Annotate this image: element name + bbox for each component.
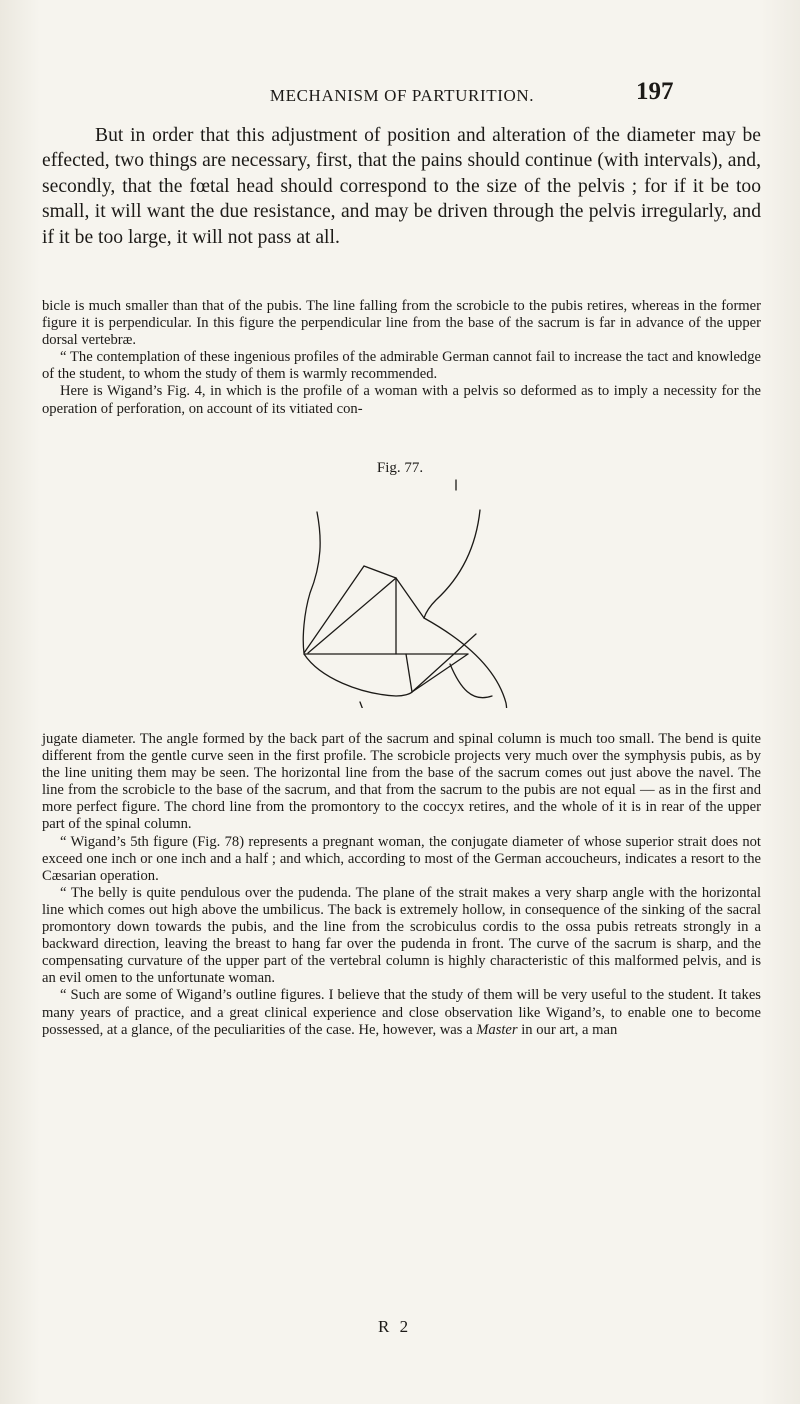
figure-line [412,634,476,692]
quote-paragraph: “ The contemplation of these ingenious profiles of the admirable German cannot fail to increase the tact and knowledge of the student, to whom the study of them is warmly recommended. [42,349,761,383]
figure-line [364,566,424,618]
final-text-end: in our art, a man [517,1021,618,1038]
figure-line [424,510,480,618]
quote-paragraph: Here is Wigand’s Fig. 4, in which is the profile of a woman with a pelvis so deformed as to imply a necessity for the operation of perforation, on account of its vitiated con- [42,383,761,417]
figure-line [424,618,507,708]
figure-line [450,664,492,698]
figure-line [304,654,412,696]
emphasized-word: Master [476,1021,518,1038]
main-paragraph: But in order that this adjustment of position and alteration of the diameter may be effected, two things are necessary, first, that the pains should continue (with intervals), and, secondly, that the fœtal head should correspond to the size of the pelvis ; for if it be too small, it will want the due resistance, and may be driven through the pelvis irregularly, and if it be too large, it will not pass at all. [42,125,761,248]
signature-mark: R 2 [378,1317,412,1336]
quote-paragraph: bicle is much smaller than that of the pubis. The line falling from the scrobicle to the pubis retires, whereas in the former figure it is perpendicular. In this figure the perpendicular line from the base of the sacrum is far in advance of the upper dorsal vertebræ. [42,298,761,349]
figure-caption: Fig. 77. [376,460,424,476]
figure-line [304,566,364,653]
figure-line [303,512,320,653]
figure-line [308,578,396,653]
figure-line [360,702,376,708]
pelvis-profile-figure [300,478,550,708]
figure-line [412,654,468,692]
quoted-text-upper [42,298,761,418]
figure-line [406,654,412,692]
final-text-start: “ Such are some of Wigand’s outline figures. I believe that the study of them will be very useful to the student. It takes many years of practice, and a great clinical experience and close observation like Wigand’s, to enable one to become possessed, at a glance, of the peculiarities of the case. He, however, was a [42,987,761,1038]
quote-paragraph: “ Wigand’s 5th figure (Fig. 78) represents a pregnant woman, the conjugate diameter of whose superior strait does not exceed one inch or one inch and a half ; and which, according to most of the German accoucheurs, indicates a resort to the Cæsarian operation. [42,833,761,884]
quote-paragraph: “ The belly is quite pendulous over the pudenda. The plane of the strait makes a very sharp angle with the horizontal line which comes out high above the umbilicus. The back is extremely hollow, in consequence of the sinking of the sacral promontory down towards the pubis, and the line from the scrobiculus cordis to the ossa pubis retreats strongly in a backward direction, leaving the breast to hang far over the pudenda in front. The curve of the sacrum is sharp, and the compensating curvature of the upper part of the vertebral column is highly characteristic of this malformed pelvis, and is an evil omen to the unfortunate woman. [42,884,761,987]
quote-paragraph-final [42,987,761,1038]
running-title: MECHANISM OF PARTURITION. [269,86,535,105]
quote-paragraph: jugate diameter. The angle formed by the back part of the sacrum and spinal column is much too small. The bend is quite different from the gentle curve seen in the first profile. The scrobicle projects very much over the symphysis pubis, as by the line uniting them may be seen. The horizontal line from the base of the sacrum comes out just above the navel. The line from the scrobicle to the base of the sacrum, and that from the sacrum to the pubis are not equal — as in the first and more perfect figure. The chord line from the promontory to the coccyx retires, and the whole of it is in rear of the upper part of the spinal column. [42,731,761,833]
page-number: 197 [636,78,674,105]
quoted-text-lower [42,731,761,1039]
